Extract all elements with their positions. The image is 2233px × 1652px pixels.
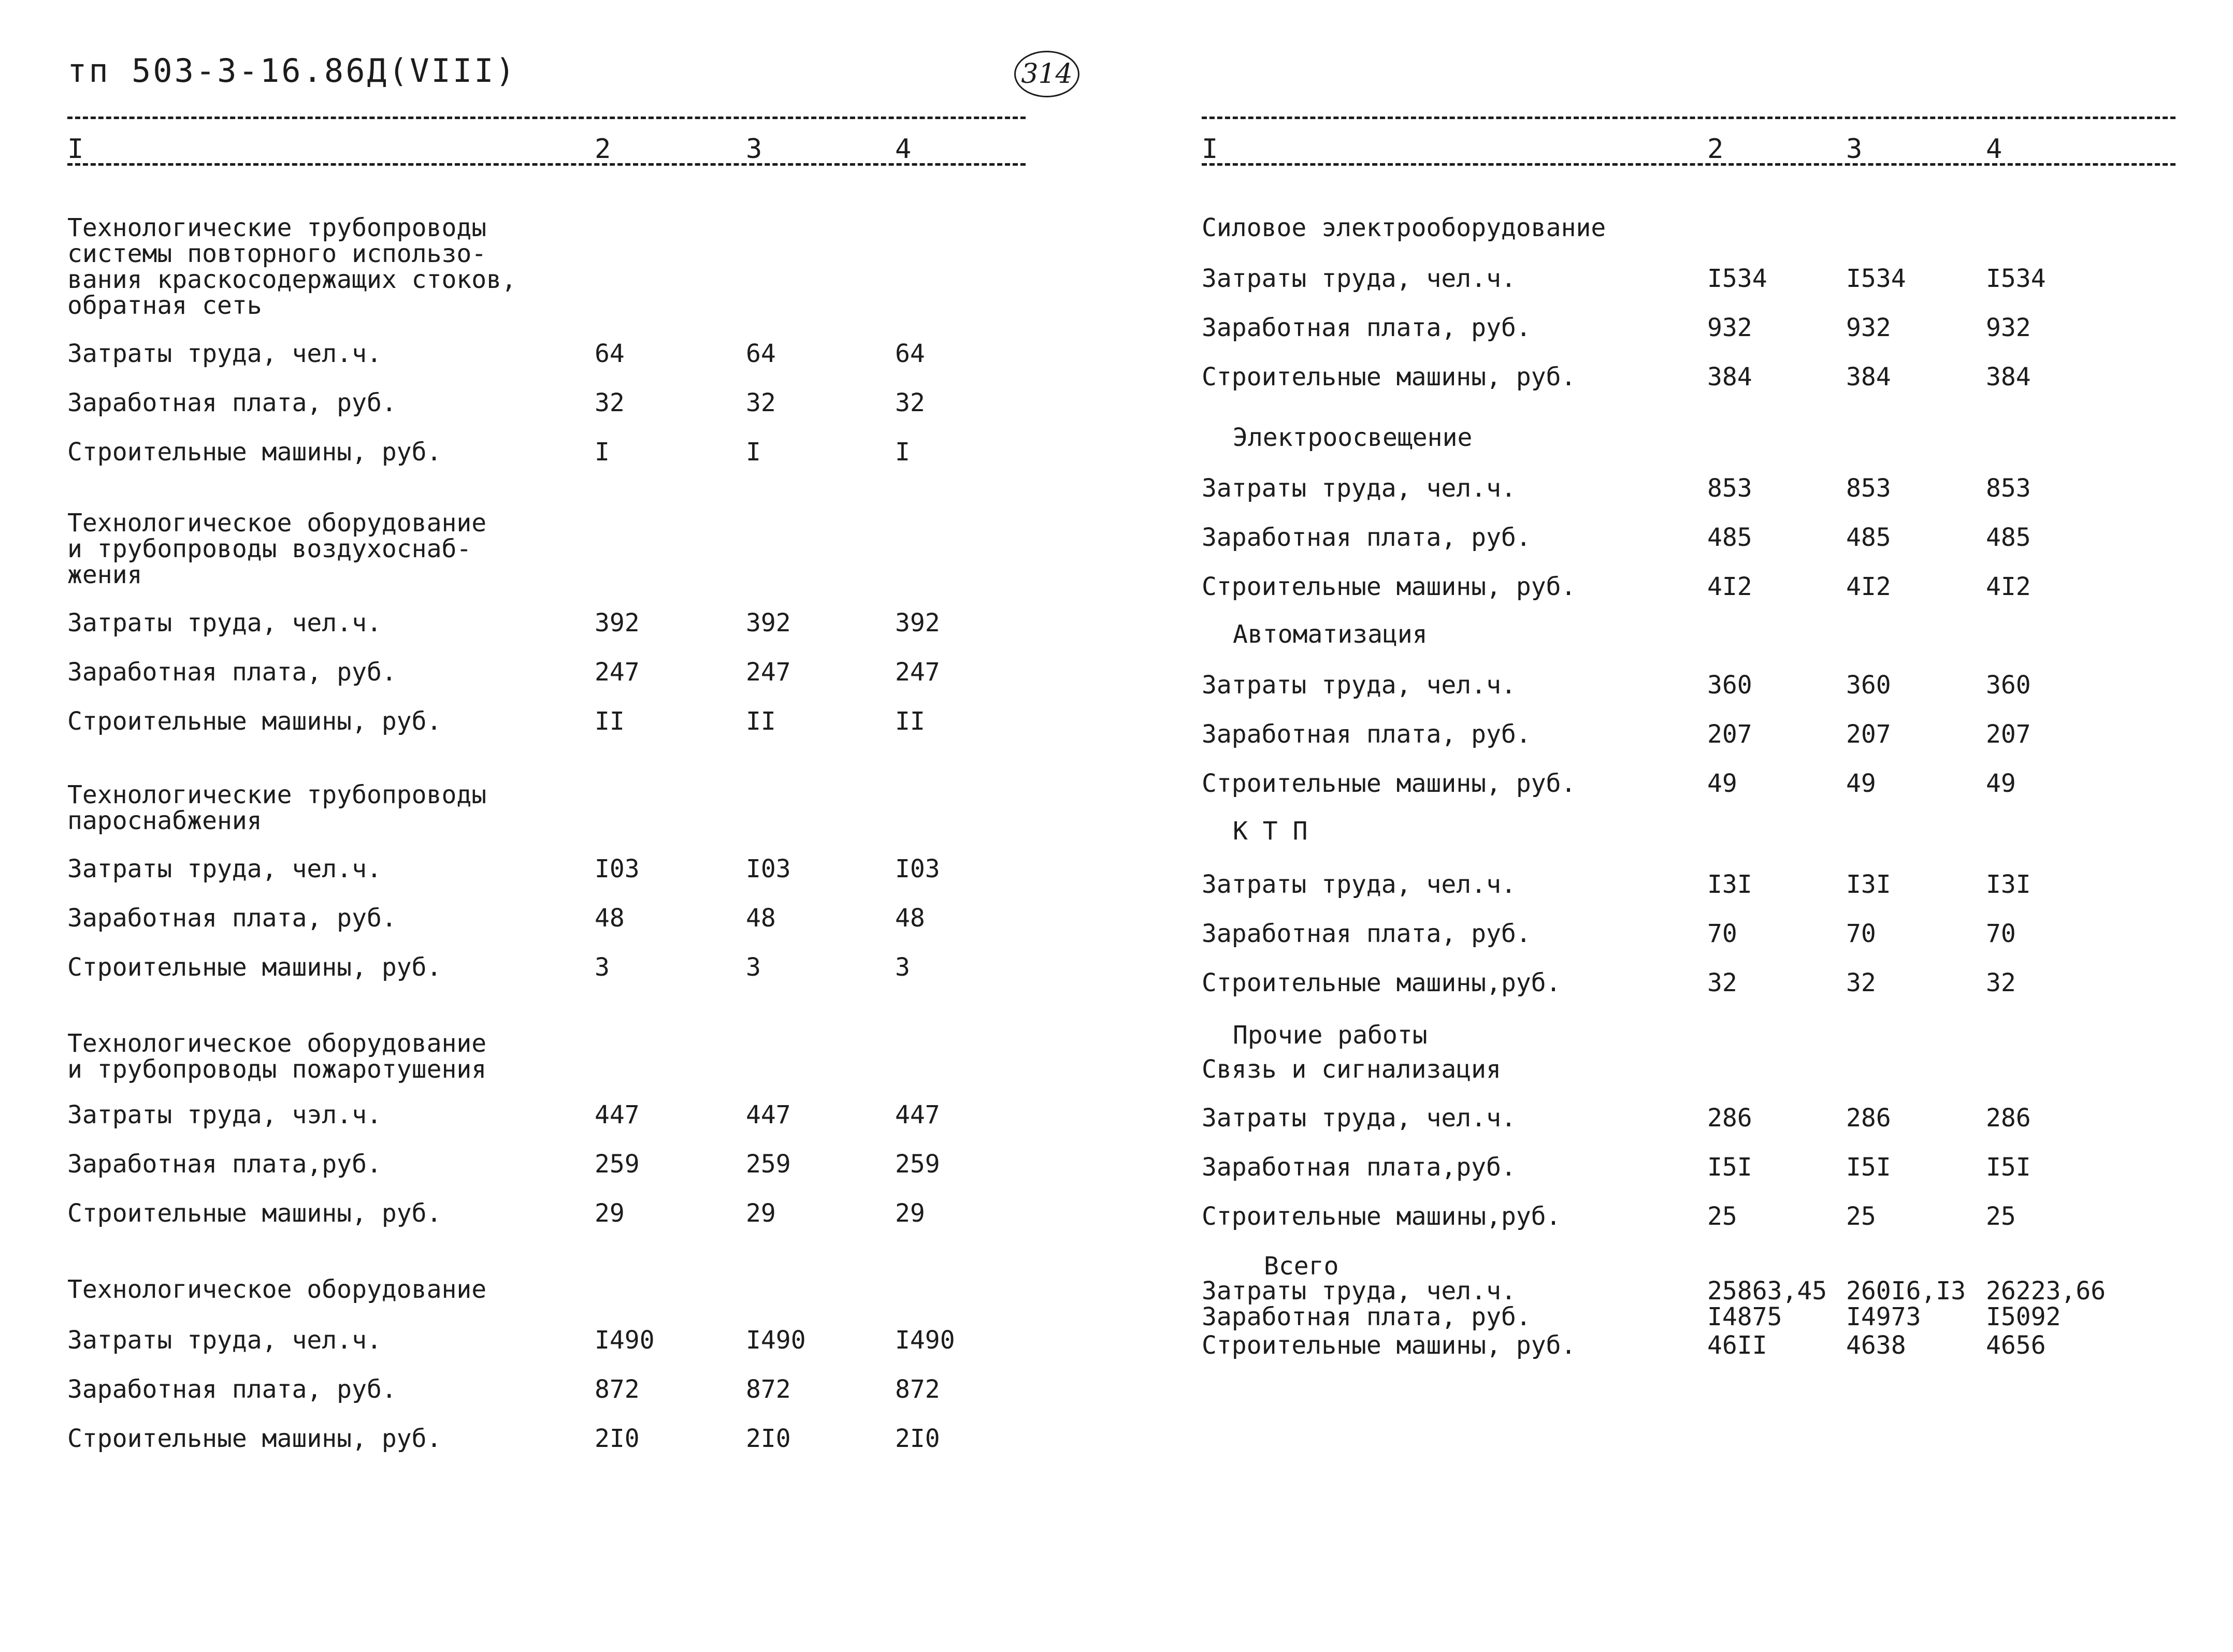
row-label: Строительные машины, руб. [67,707,442,736]
left-col-header-1: I [67,134,84,165]
row-label: Затраты труда, чел.ч. [67,854,382,883]
value-col-4: 872 [895,1375,940,1404]
table-row [1202,1153,2176,1184]
value-col-4: 360 [1986,671,2031,700]
value-col-2: 49 [1707,769,1737,798]
value-col-4: 247 [895,658,940,687]
value-col-3: 392 [746,608,791,637]
value-col-3: 853 [1846,474,1891,503]
table-row [1202,523,2176,554]
document-code: тп 503-3-16.86Д(VIII) [67,52,517,90]
value-col-4: 32 [895,388,925,417]
right-col-header-2: 2 [1707,134,1724,165]
row-label: Затраты труда, чел.ч. [1202,264,1516,293]
right-col-header-3: 3 [1846,134,1863,165]
row-label: Заработная плата, руб. [67,1375,397,1404]
row-label: Заработная плата, руб. [67,658,397,687]
value-col-3: 286 [1846,1104,1891,1133]
table-row [1202,572,2176,603]
value-col-4: 384 [1986,363,2031,392]
section-title: Технологические трубопроводы системы повторного использо- вания краскосодержащих стоков, обратная сеть [67,213,516,320]
value-col-2: 392 [595,608,640,637]
value-col-4: I5I [1986,1153,2031,1182]
table-row [67,1150,1026,1181]
value-col-3: 32 [1846,968,1876,997]
value-col-4: 4I2 [1986,572,2031,601]
value-col-3: 49 [1846,769,1876,798]
value-col-3: I490 [746,1326,806,1355]
value-col-3: I4973 [1846,1302,1921,1331]
table-row [67,1326,1026,1357]
value-col-2: 25863,45 [1707,1277,1827,1306]
value-col-3: 260I6,I3 [1846,1277,1966,1306]
table-row [67,854,1026,886]
value-col-4: 2I0 [895,1424,940,1453]
value-col-4: 392 [895,608,940,637]
value-col-4: 3 [895,953,910,982]
value-col-3: 360 [1846,671,1891,700]
value-col-2: 70 [1707,919,1737,948]
value-col-3: 247 [746,658,791,687]
value-col-2: I3I [1707,870,1752,899]
table-row [67,1199,1026,1230]
table-row [1202,1104,2176,1135]
section-title: Электроосвещение [1233,423,1473,452]
value-col-4: 4656 [1986,1331,2046,1360]
section-title: Силовое электрооборудование [1202,213,1606,242]
value-col-4: 853 [1986,474,2031,503]
value-col-4: 64 [895,339,925,368]
value-col-2: II [595,707,625,736]
section-title: Технологическое оборудование и трубопроводы воздухоснаб- жения [67,509,487,589]
value-col-3: I534 [1846,264,1906,293]
row-label: Строительные машины,руб. [1202,1202,1561,1231]
section-title: Технологическое оборудование и трубопроводы пожаротушения [67,1029,487,1084]
totals-row [1202,1277,2176,1306]
value-col-4: II [895,707,925,736]
value-col-4: 286 [1986,1104,2031,1133]
value-col-2: 286 [1707,1104,1752,1133]
value-col-4: 207 [1986,720,2031,749]
value-col-2: I534 [1707,264,1767,293]
value-col-4: I [895,438,910,467]
row-label: Строительные машины, руб. [1202,769,1576,798]
section-title: Технологическое оборудование [67,1275,487,1304]
row-label: Затраты труда, чэл.ч. [67,1100,382,1129]
value-col-4: 932 [1986,313,2031,342]
value-col-2: 2I0 [595,1424,640,1453]
value-col-4: 29 [895,1199,925,1228]
table-row [1202,1202,2176,1233]
value-col-3: I03 [746,854,791,883]
value-col-2: 4I2 [1707,572,1752,601]
row-label: Заработная плата, руб. [1202,919,1531,948]
table-row [1202,363,2176,394]
value-col-3: I3I [1846,870,1891,899]
value-col-3: I5I [1846,1153,1891,1182]
value-col-3: 384 [1846,363,1891,392]
value-col-2: 32 [1707,968,1737,997]
value-col-3: 64 [746,339,776,368]
value-col-4: 49 [1986,769,2016,798]
right-col-header-1: I [1202,134,1218,165]
page-number: 314 [1014,51,1079,97]
value-col-3: 932 [1846,313,1891,342]
table-row [1202,919,2176,950]
value-col-2: 32 [595,388,625,417]
value-col-2: I5I [1707,1153,1752,1182]
totals-row [1202,1331,2176,1360]
row-label: Затраты труда, чел.ч. [67,339,382,368]
value-col-3: 4I2 [1846,572,1891,601]
right-col-header-4: 4 [1986,134,2003,165]
row-label: Строительные машины, руб. [67,438,442,467]
value-col-2: 360 [1707,671,1752,700]
table-row [1202,769,2176,800]
row-label: Затраты труда, чел.ч. [67,1326,382,1355]
value-col-3: 48 [746,904,776,933]
table-row [1202,870,2176,901]
row-label: Заработная плата, руб. [1202,1302,1531,1331]
value-col-4: 25 [1986,1202,2016,1231]
value-col-3: II [746,707,776,736]
value-col-2: 447 [595,1100,640,1129]
value-col-3: 259 [746,1150,791,1179]
value-col-2: I490 [595,1326,655,1355]
value-col-4: 485 [1986,523,2031,552]
left-col-header-2: 2 [595,134,611,165]
table-row [67,1424,1026,1455]
value-col-3: I [746,438,761,467]
value-col-4: 259 [895,1150,940,1179]
value-col-3: 32 [746,388,776,417]
value-col-2: 872 [595,1375,640,1404]
row-label: Заработная плата, руб. [67,388,397,417]
value-col-4: 447 [895,1100,940,1129]
value-col-2: I4875 [1707,1302,1782,1331]
value-col-2: 46II [1707,1331,1767,1360]
left-col-header-4: 4 [895,134,912,165]
value-col-2: 29 [595,1199,625,1228]
table-row [1202,720,2176,751]
value-col-2: 384 [1707,363,1752,392]
row-label: Заработная плата,руб. [67,1150,382,1179]
row-label: Заработная плата, руб. [1202,523,1531,552]
section-title: К Т П [1233,817,1308,846]
left-col-header-3: 3 [746,134,762,165]
row-label: Затраты труда, чел.ч. [1202,474,1516,503]
value-col-4: 32 [1986,968,2016,997]
table-row [67,658,1026,689]
row-label: Заработная плата, руб. [1202,313,1531,342]
value-col-4: 70 [1986,919,2016,948]
value-col-4: 48 [895,904,925,933]
row-label: Строительные машины, руб. [67,1424,442,1453]
value-col-4: I490 [895,1326,955,1355]
row-label: Строительные машины, руб. [67,1199,442,1228]
row-label: Заработная плата, руб. [1202,720,1531,749]
section-title: Автоматизация [1233,620,1428,649]
table-row [1202,313,2176,344]
value-col-3: 25 [1846,1202,1876,1231]
value-col-3: 485 [1846,523,1891,552]
table-row [67,608,1026,640]
value-col-2: 64 [595,339,625,368]
row-label: Затраты труда, чел.ч. [1202,1104,1516,1133]
value-col-2: 247 [595,658,640,687]
value-col-2: 207 [1707,720,1752,749]
row-label: Строительные машины, руб. [1202,363,1576,392]
table-row [67,707,1026,738]
table-row [67,388,1026,419]
row-label: Затраты труда, чел.ч. [1202,870,1516,899]
totals-title: Всего [1264,1252,1339,1281]
row-label: Заработная плата, руб. [67,904,397,933]
value-col-2: 48 [595,904,625,933]
value-col-3: 2I0 [746,1424,791,1453]
table-row [1202,474,2176,505]
value-col-3: 447 [746,1100,791,1129]
section-title: Прочие работы Связь и сигнализация [1202,1021,1501,1084]
table-row [67,904,1026,935]
value-col-2: 3 [595,953,610,982]
row-label: Затраты труда, чел.ч. [1202,671,1516,700]
row-label: Заработная плата,руб. [1202,1153,1516,1182]
value-col-2: 932 [1707,313,1752,342]
table-row [67,1375,1026,1406]
table-row [67,953,1026,984]
value-col-4: I5092 [1986,1302,2061,1331]
table-row [1202,671,2176,702]
value-col-3: 872 [746,1375,791,1404]
value-col-4: I534 [1986,264,2046,293]
table-row [67,1100,1026,1132]
value-col-3: 29 [746,1199,776,1228]
value-col-2: 485 [1707,523,1752,552]
table-row [67,438,1026,469]
value-col-2: 853 [1707,474,1752,503]
row-label: Затраты труда, чел.ч. [1202,1277,1516,1306]
row-label: Строительные машины, руб. [1202,1331,1576,1360]
value-col-2: 259 [595,1150,640,1179]
totals-row [1202,1302,2176,1331]
row-label: Строительные машины,руб. [1202,968,1561,997]
row-label: Строительные машины, руб. [1202,572,1576,601]
value-col-3: 4638 [1846,1331,1906,1360]
value-col-4: 26223,66 [1986,1277,2106,1306]
value-col-3: 207 [1846,720,1891,749]
table-row [67,339,1026,370]
row-label: Строительные машины, руб. [67,953,442,982]
value-col-4: I3I [1986,870,2031,899]
value-col-4: I03 [895,854,940,883]
left-column [67,0,1026,1652]
table-row [1202,264,2176,295]
right-column [1202,0,2176,1652]
row-label: Затраты труда, чел.ч. [67,608,382,637]
section-title: Технологические трубопроводы пароснабжения [67,780,487,835]
value-col-2: 25 [1707,1202,1737,1231]
value-col-2: I [595,438,610,467]
value-col-2: I03 [595,854,640,883]
value-col-3: 70 [1846,919,1876,948]
table-row [1202,968,2176,999]
value-col-3: 3 [746,953,761,982]
